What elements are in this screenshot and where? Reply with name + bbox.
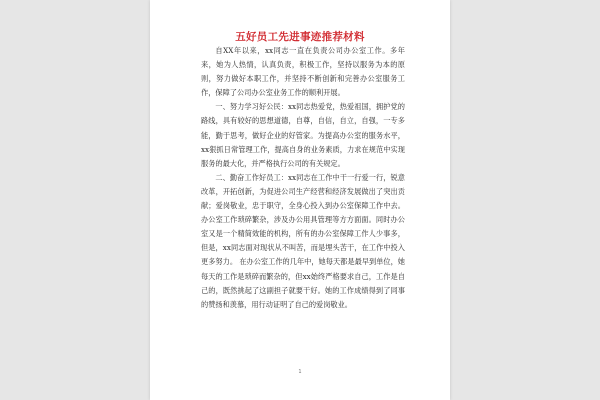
paragraph-intro: 自XX年以来，xx同志一直在负责公司办公室工作。多年来，她为人热情，认真负责，积极工作，坚持以服务为本的原则，努力做好本职工作，并坚持不断创新和完善办公室服务工作，保障了公司办公室业务工作的顺利开展。 bbox=[201, 46, 405, 98]
page-number: 1 bbox=[298, 369, 302, 375]
paragraph-work: 二、勤奋工作好员工：xx同志在工作中干一行爱一行，锐意改革，开拓创新，为促进公司生产经营和经济发展做出了突出贡献；爱岗敬业，忠于职守，全身心投入到办公室保障工作中去。办公室工作琐碎繁杂，涉及办公用具管理等方方面面。同时办公室又是一个精简效能的机构，所有的办公室保障工作人少事多，但是，xx同志面对现状从不叫苦，而是埋头苦干，在工作中投入更多努力。 在办公室工作的几年中，她每天都是最早到单位，她每天的工作是琐碎而繁杂的，但xx始终严格要求自己，工作是自己的，既然挑起了这副担子就要干好。她的工作成绩得到了同事的赞扬和羡慕，用行动证明了自己的爱岗敬业。 bbox=[201, 172, 405, 309]
document-body bbox=[201, 44, 405, 312]
paragraph-study: 一、努力学习好公民：xx同志热爱党，热爱祖国，拥护党的路线，具有较好的思想道德，自尊，自信，自立，自强，一专多能，勤于思考，做好企业的好管家。为提高办公室的服务水平，xx狠抓日常管理工作，提高自身的业务素质，力求在规范中实现服务的最大化，并严格执行公司的有关规定。 bbox=[201, 102, 405, 168]
document-page bbox=[150, 0, 450, 400]
document-title: 五好员工先进事迹推荐材料 bbox=[235, 31, 365, 43]
